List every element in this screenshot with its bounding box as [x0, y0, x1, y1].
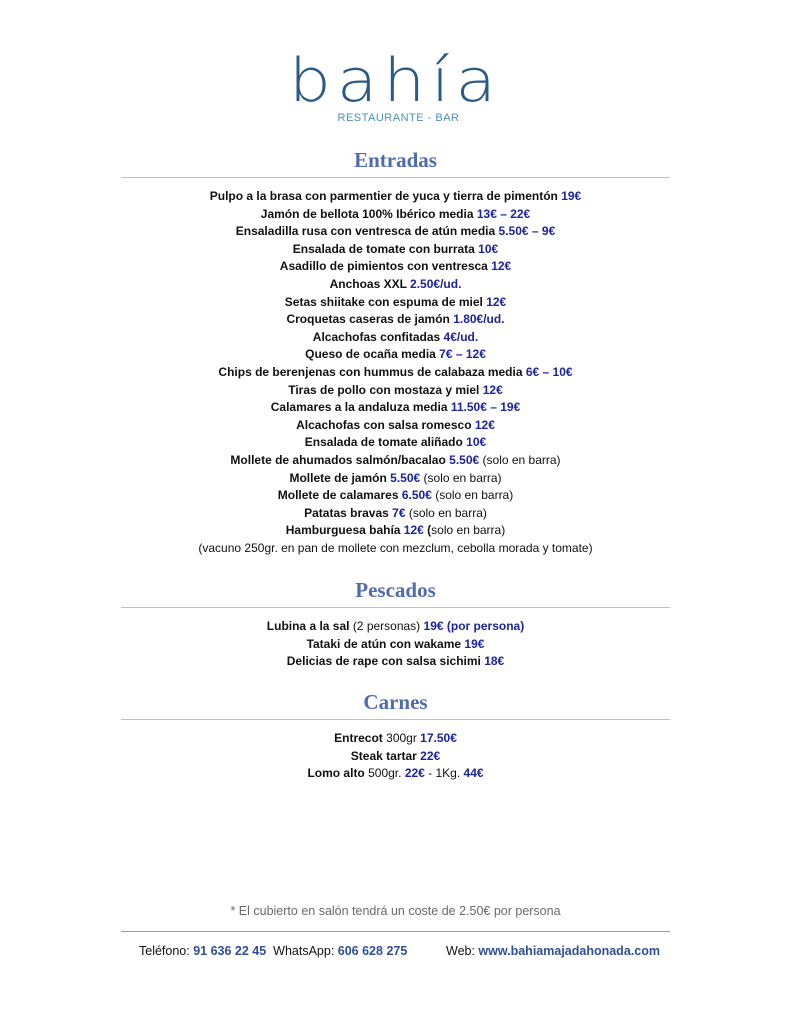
item-price: 19€ [464, 636, 485, 651]
item-note: 500gr. [368, 766, 405, 781]
footer-web [446, 944, 660, 958]
logo [0, 45, 791, 124]
menu-item [121, 258, 670, 276]
item-name: Patatas bravas [304, 505, 393, 520]
item-name: Ensalada de tomate con burrata [292, 241, 479, 256]
item-note: (solo en barra) [479, 452, 561, 467]
item-list [121, 730, 670, 783]
item-name: Mollete de jamón [289, 470, 391, 485]
section-carnes [121, 689, 670, 783]
item-price: 12€ [403, 523, 424, 538]
menu-item [121, 294, 670, 312]
item-name: Alcachofas con salsa romesco [296, 417, 475, 432]
item-price: 2.50€/ud. [410, 276, 462, 291]
item-name: Pulpo a la brasa con parmentier de yuca y tierra de pimentón [209, 189, 562, 203]
item-name: Steak tartar [350, 748, 421, 763]
menu-item [121, 346, 670, 364]
item-price: 6€ – 10€ [525, 364, 573, 379]
footer-divider [121, 931, 670, 932]
item-price: 6.50€ [401, 488, 432, 503]
menu-item [121, 452, 670, 470]
menu-item [121, 382, 670, 400]
menu-item [121, 470, 670, 488]
section-entradas [121, 147, 670, 557]
menu-item [121, 765, 670, 783]
item-name: Asadillo de pimientos con ventresca [279, 259, 492, 274]
item-name: Anchoas XXL [329, 276, 411, 291]
item-name: Croquetas caseras de jamón [286, 312, 454, 327]
section-pescados [121, 577, 670, 671]
item-name: Queso de ocaña media [305, 347, 440, 362]
menu-item [121, 188, 670, 206]
item-name: ( [423, 523, 432, 538]
footer-contact [139, 944, 407, 958]
item-price: 12€ [474, 417, 495, 432]
item-price: 5.50€ – 9€ [498, 224, 556, 239]
item-price: 13€ – 22€ [476, 206, 531, 221]
item-name: Hamburguesa bahía [285, 523, 404, 538]
item-note: (2 personas) [352, 619, 424, 633]
menu-item [121, 618, 670, 636]
item-name: Ensaladilla rusa con ventresca de atún media [235, 224, 499, 239]
item-price: 7€ [392, 505, 406, 520]
menu-item [121, 329, 670, 347]
divider [121, 177, 670, 178]
item-price: 12€ [482, 382, 503, 397]
item-price: 12€ [491, 259, 512, 274]
item-name: Chips de berenjenas con hummus de calabaza media [218, 364, 526, 379]
whatsapp-number[interactable]: 606 628 275 [337, 944, 408, 958]
item-price: 18€ [484, 654, 505, 669]
item-price: 17.50€ [420, 731, 457, 745]
item-note: (solo en barra) [420, 470, 502, 485]
menu-item [121, 223, 670, 241]
menu-item [121, 399, 670, 417]
item-note: (solo en barra) [431, 488, 514, 503]
item-name: Ensalada de tomate aliñado [304, 435, 467, 450]
menu-item [121, 311, 670, 329]
logo-subtitle: RESTAURANTE - BAR [337, 112, 460, 124]
phone-number[interactable]: 91 636 22 45 [193, 944, 267, 958]
divider [121, 719, 670, 720]
item-name: Entrecot [334, 731, 387, 745]
item-price: 19€ (por persona) [423, 619, 525, 633]
item-price: 7€ – 12€ [439, 347, 486, 362]
menu-item [121, 487, 670, 505]
menu-item [121, 748, 670, 766]
cover-charge-note: * El cubierto en salón tendrá un coste de 2.50€ por persona [230, 904, 561, 918]
item-name: Jamón de bellota 100% Ibérico media [260, 206, 477, 221]
item-price: 1.80€/ud. [453, 312, 505, 327]
item-price: 19€ [561, 189, 582, 203]
item-name: Lomo alto [307, 766, 369, 781]
menu-item [121, 276, 670, 294]
item-price: 44€ [463, 766, 484, 781]
item-note: (vacuno 250gr. en pan de mollete con mezclum, cebolla morada y tomate) [198, 540, 593, 555]
item-name: Tiras de pollo con mostaza y miel [288, 382, 483, 397]
item-note: 300gr [386, 731, 421, 745]
item-name: Calamares a la andaluza media [270, 400, 451, 415]
logo-wordmark: bahía [289, 45, 502, 116]
menu-item [121, 505, 670, 523]
item-name: Setas shiitake con espuma de miel [284, 294, 487, 309]
item-note: solo en barra) [431, 523, 506, 538]
phone-label: Teléfono: [139, 944, 194, 958]
item-price: 22€ [420, 748, 441, 763]
item-name: Mollete de calamares [277, 488, 402, 503]
item-note: - 1Kg. [424, 766, 464, 781]
menu-item [121, 434, 670, 452]
section-title: Pescados [355, 578, 436, 602]
item-list [121, 188, 670, 557]
item-name: Delicias de rape con salsa sichimi [286, 654, 485, 669]
menu-item [121, 730, 670, 748]
menu-item [121, 206, 670, 224]
item-list [121, 618, 670, 671]
menu-item [121, 417, 670, 435]
menu-item [121, 522, 670, 540]
menu-item [121, 653, 670, 671]
item-price: 12€ [486, 294, 507, 309]
web-label: Web: [446, 944, 479, 958]
item-name: Mollete de ahumados salmón/bacalao [230, 452, 450, 467]
item-name: Lubina a la sal [266, 619, 353, 633]
item-name: Tataki de atún con wakame [306, 636, 465, 651]
item-price: 10€ [478, 241, 499, 256]
menu-item [121, 636, 670, 654]
menu-item [121, 364, 670, 382]
whatsapp-label: WhatsApp: [266, 944, 338, 958]
web-link[interactable]: www.bahiamajadahonada.com [478, 944, 660, 958]
item-price: 22€ [404, 766, 425, 781]
item-price: 5.50€ [449, 452, 480, 467]
menu-item [121, 540, 670, 558]
item-price: 11.50€ – 19€ [450, 400, 521, 415]
divider [121, 607, 670, 608]
section-title: Entradas [354, 148, 437, 172]
menu-item [121, 241, 670, 259]
item-price: 10€ [466, 435, 487, 450]
section-title: Carnes [363, 690, 428, 714]
item-note: (solo en barra) [405, 505, 487, 520]
item-name: Alcachofas confitadas [312, 329, 444, 344]
item-price: 4€/ud. [443, 329, 479, 344]
item-price: 5.50€ [390, 470, 421, 485]
